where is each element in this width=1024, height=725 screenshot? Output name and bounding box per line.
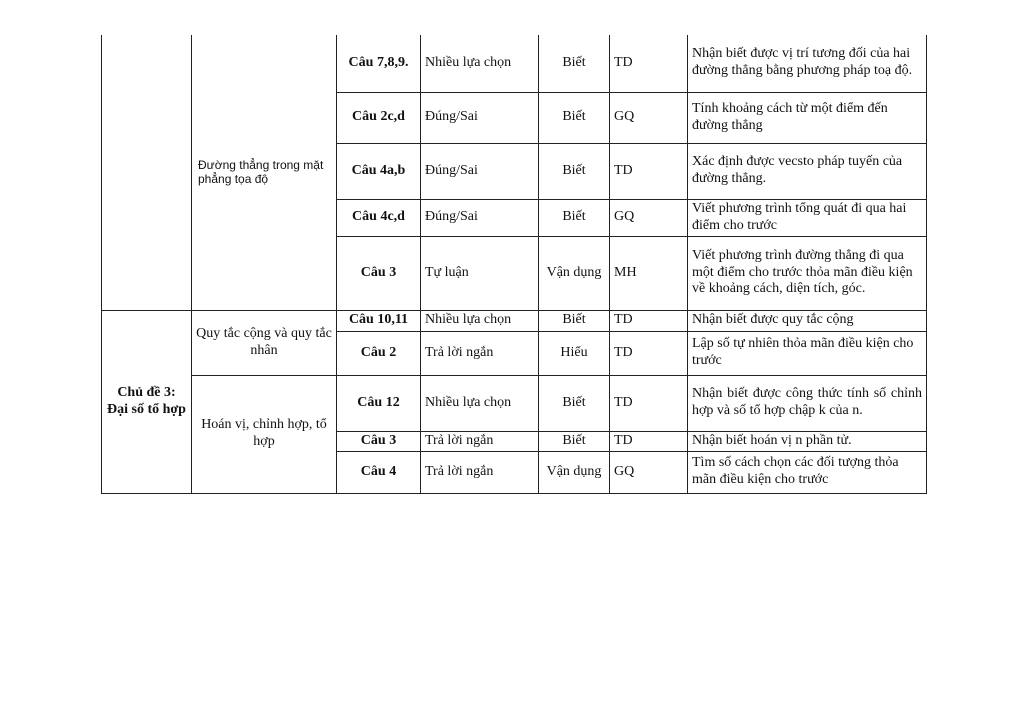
format-cell: Nhiều lựa chọn [421, 310, 539, 331]
question-cell: Câu 10,11 [337, 310, 421, 331]
competency-cell: TD [610, 331, 688, 375]
level-cell: Biết [539, 92, 610, 143]
competency-cell: GQ [610, 451, 688, 493]
level-cell: Biết [539, 199, 610, 236]
level-cell: Biết [539, 310, 610, 331]
description-cell: Tính khoảng cách từ một điểm đến đường thẳng [688, 92, 927, 143]
topic-cell-previous [102, 35, 192, 310]
subtopic-line-cell: Đường thẳng trong mặt phẳng tọa độ [192, 35, 337, 310]
table-row [102, 35, 927, 92]
competency-cell: TD [610, 143, 688, 199]
format-cell: Trả lời ngắn [421, 431, 539, 451]
description-cell: Nhận biết được vị trí tương đối của hai đường thẳng bằng phương pháp toạ độ. [688, 35, 927, 92]
subtopic-permutation-cell: Hoán vị, chỉnh hợp, tổ hợp [192, 375, 337, 493]
question-cell: Câu 4a,b [337, 143, 421, 199]
question-matrix-table [101, 35, 927, 494]
competency-cell: GQ [610, 92, 688, 143]
question-cell: Câu 3 [337, 431, 421, 451]
question-cell: Câu 12 [337, 375, 421, 431]
level-cell: Biết [539, 431, 610, 451]
level-cell: Biết [539, 375, 610, 431]
question-cell: Câu 2 [337, 331, 421, 375]
format-cell: Trả lời ngắn [421, 331, 539, 375]
format-cell: Trả lời ngắn [421, 451, 539, 493]
table-row [102, 375, 927, 431]
question-cell: Câu 7,8,9. [337, 35, 421, 92]
table-row [102, 310, 927, 331]
subtopic-counting-cell: Quy tắc cộng và quy tắc nhân [192, 310, 337, 375]
description-cell: Viết phương trình đường thẳng đi qua một điểm cho trước thỏa mãn điều kiện về khoảng cách, diện tích, góc. [688, 236, 927, 310]
topic-cell: Chủ đề 3: Đại số tổ hợp [102, 310, 192, 493]
description-cell: Xác định được vecsto pháp tuyến của đường thẳng. [688, 143, 927, 199]
competency-cell: TD [610, 375, 688, 431]
description-cell: Tìm số cách chọn các đối tượng thỏa mãn điều kiện cho trước [688, 451, 927, 493]
level-cell: Biết [539, 35, 610, 92]
format-cell: Đúng/Sai [421, 199, 539, 236]
competency-cell: MH [610, 236, 688, 310]
question-cell: Câu 4c,d [337, 199, 421, 236]
competency-cell: GQ [610, 199, 688, 236]
description-cell: Nhận biết được công thức tính số chỉnh hợp và số tổ hợp chập k của n. [688, 375, 927, 431]
competency-cell: TD [610, 431, 688, 451]
description-cell: Nhận biết hoán vị n phần tử. [688, 431, 927, 451]
question-cell: Câu 2c,d [337, 92, 421, 143]
format-cell: Tự luận [421, 236, 539, 310]
level-cell: Hiểu [539, 331, 610, 375]
competency-cell: TD [610, 310, 688, 331]
description-cell: Lập số tự nhiên thỏa mãn điều kiện cho trước [688, 331, 927, 375]
description-cell: Nhận biết được quy tắc cộng [688, 310, 927, 331]
level-cell: Vận dụng [539, 451, 610, 493]
level-cell: Vận dụng [539, 236, 610, 310]
format-cell: Đúng/Sai [421, 143, 539, 199]
competency-cell: TD [610, 35, 688, 92]
question-cell: Câu 3 [337, 236, 421, 310]
format-cell: Nhiều lựa chọn [421, 375, 539, 431]
format-cell: Nhiều lựa chọn [421, 35, 539, 92]
format-cell: Đúng/Sai [421, 92, 539, 143]
description-cell: Viết phương trình tổng quát đi qua hai điểm cho trước [688, 199, 927, 236]
level-cell: Biết [539, 143, 610, 199]
question-cell: Câu 4 [337, 451, 421, 493]
